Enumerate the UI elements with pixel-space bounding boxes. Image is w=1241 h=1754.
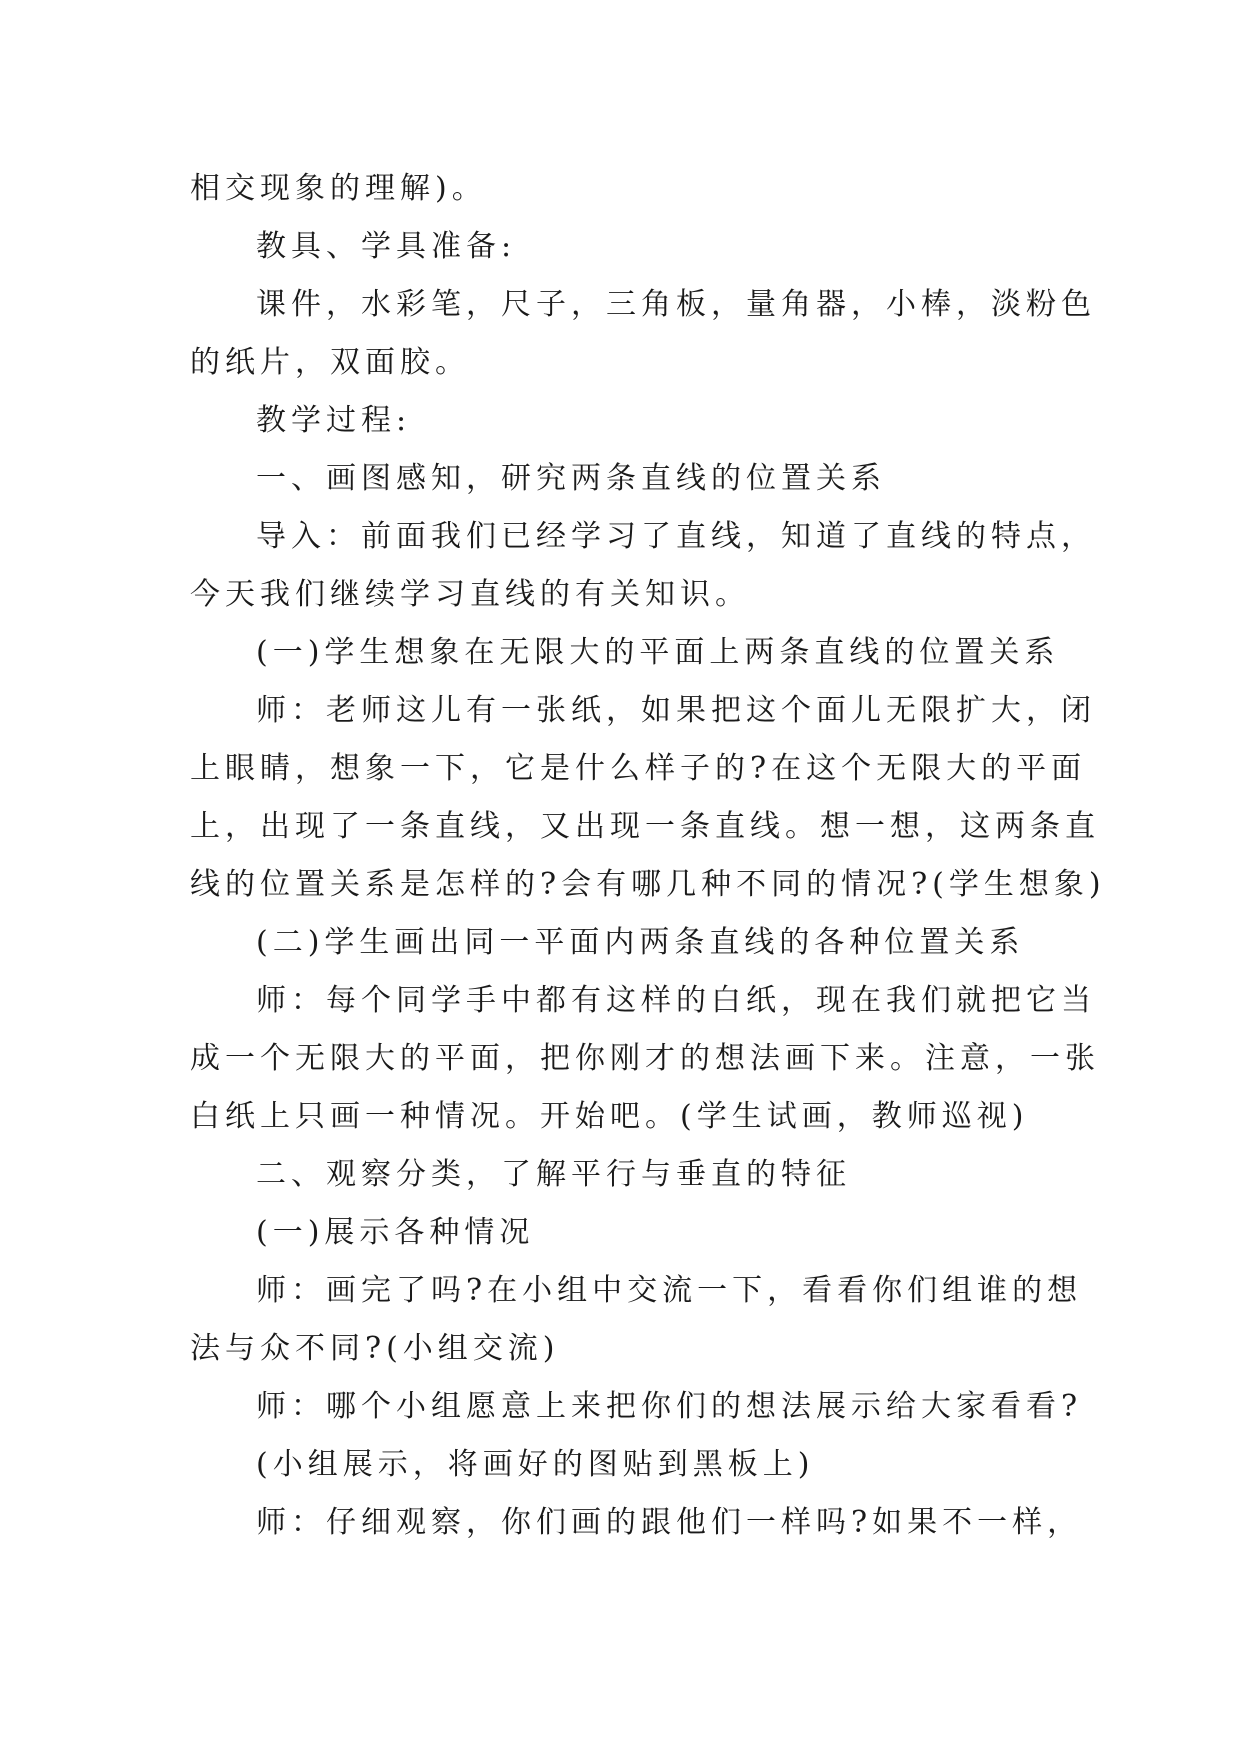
subsection-heading: (一)展示各种情况 bbox=[256, 1215, 535, 1250]
text-line: 白纸上只画一种情况。开始吧。(学生试画，教师巡视) bbox=[190, 1099, 1029, 1134]
text-line: 师：画完了吗?在小组中交流一下，看看你们组谁的想 bbox=[256, 1273, 1083, 1308]
text-line: 课件，水彩笔，尺子，三角板，量角器，小棒，淡粉色 bbox=[256, 287, 1096, 322]
section-heading: 一、画图感知，研究两条直线的位置关系 bbox=[256, 461, 886, 496]
text-line: 师：仔细观察，你们画的跟他们一样吗?如果不一样， bbox=[256, 1505, 1083, 1540]
text-line: 的纸片，双面胶。 bbox=[190, 345, 470, 380]
text-line: 今天我们继续学习直线的有关知识。 bbox=[190, 577, 750, 612]
text-line: (小组展示，将画好的图贴到黑板上) bbox=[256, 1447, 815, 1482]
text-line: 师：哪个小组愿意上来把你们的想法展示给大家看看? bbox=[256, 1389, 1083, 1424]
text-line: 上，出现了一条直线，又出现一条直线。想一想，这两条直 bbox=[190, 809, 1100, 844]
text-line: 教学过程: bbox=[256, 403, 412, 438]
text-line: 上眼睛，想象一下，它是什么样子的?在这个无限大的平面 bbox=[190, 751, 1087, 786]
subsection-heading: (一)学生想象在无限大的平面上两条直线的位置关系 bbox=[256, 635, 1060, 670]
text-line: 导入：前面我们已经学习了直线，知道了直线的特点， bbox=[256, 519, 1096, 554]
text-line: 教具、学具准备: bbox=[256, 229, 517, 264]
text-line: 师：每个同学手中都有这样的白纸，现在我们就把它当 bbox=[256, 983, 1096, 1018]
text-line: 法与众不同?(小组交流) bbox=[190, 1331, 560, 1366]
text-line: 师：老师这儿有一张纸，如果把这个面儿无限扩大，闭 bbox=[256, 693, 1096, 728]
text-line: 相交现象的理解)。 bbox=[190, 171, 487, 206]
text-line: 成一个无限大的平面，把你刚才的想法画下来。注意，一张 bbox=[190, 1041, 1100, 1076]
text-line: 线的位置关系是怎样的?会有哪几种不同的情况?(学生想象) bbox=[190, 867, 1106, 902]
section-heading: 二、观察分类，了解平行与垂直的特征 bbox=[256, 1157, 851, 1192]
subsection-heading: (二)学生画出同一平面内两条直线的各种位置关系 bbox=[256, 925, 1025, 960]
